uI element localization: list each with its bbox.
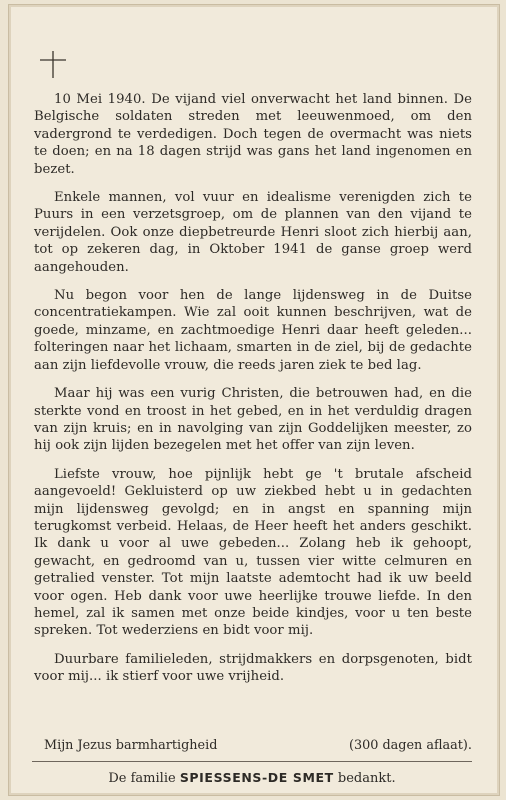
divider bbox=[32, 761, 472, 762]
thanks-suffix: bedankt. bbox=[337, 771, 396, 786]
paragraph-farewell: Liefste vrouw, hoe pijnlijk hebt ge 't brutale afscheid aangevoeld! Gekluisterd op uw ziekbed hebt u in gedachten mijn lijdensweg gevolgd; en in angst en spanning mijn terugkomst verbeid. Helaas, de Heer heeft het anders geschikt. Ik dank u voor al uwe gebeden... Zolang heb ik gehoopt, gewacht, en gedroomd van u, tussen vier witte celmuren en getralied venster. Tot mijn laatste ademtocht had ik uw beeld voor ogen. Heb dank voor uwe heerlijke trouwe liefde. In den hemel, zal ik samen met onze beide kindjes, voor u ten beste spreken. Tot wederziens en bidt voor mij. bbox=[34, 466, 472, 639]
prayer-text: Mijn Jezus barmhartigheid bbox=[44, 738, 218, 753]
family-thanks bbox=[32, 770, 472, 786]
paragraph-camps: Nu begon voor hen de lange lijdensweg in de Duitse concentratiekampen. Wie zal ooit kunnen beschrijven, wat de goede, minzame, en zachtmoedige Henri daar heeft geleden... folteringen naar het lichaam, smarten in de ziel, bij de gedachte aan zijn liefdevolle vrouw, die reeds jaren ziek te bed lag. bbox=[34, 288, 472, 373]
thanks-prefix: De familie bbox=[108, 771, 176, 786]
indulgence-text: (300 dagen aflaat). bbox=[348, 738, 472, 753]
cross-icon bbox=[37, 49, 69, 79]
paragraph-faith: Maar hij was een vurig Christen, die betrouwen had, en die sterkte vond en troost in het gebed, en in het verduldig dragen van zijn kruis; en in navolging van zijn Goddelijken meester, zo hij ook zijn lijden bezegelen met het offer van zijn leven. bbox=[34, 386, 472, 454]
paragraph-resistance: Enkele mannen, vol vuur en idealisme verenigden zich te Puurs in een verzetsgroep, om de plannen van den vijand te verijdelen. Ook onze diepbetreurde Henri sloot zich hierbij aan, tot op zekeren dag, in Oktober 1941 de ganse groep werd aangehouden. bbox=[34, 190, 472, 275]
paragraph-invasion: 10 Mei 1940. De vijand viel onverwacht het land binnen. De Belgische soldaten streden met leeuwenmoed, om den vadergrond te verdedigen. Doch tegen de overmacht was niets te doen; en na 18 dagen strijd was gans het land ingenomen en bezet. bbox=[34, 92, 472, 177]
prayer-line bbox=[44, 738, 472, 753]
memorial-text bbox=[34, 91, 472, 697]
paragraph-family: Duurbare familieleden, strijdmakkers en dorpsgenoten, bidt voor mij... ik stierf voor uwe vrijheid. bbox=[34, 651, 472, 685]
family-name: SPIESSENS-DE SMET bbox=[179, 770, 334, 785]
